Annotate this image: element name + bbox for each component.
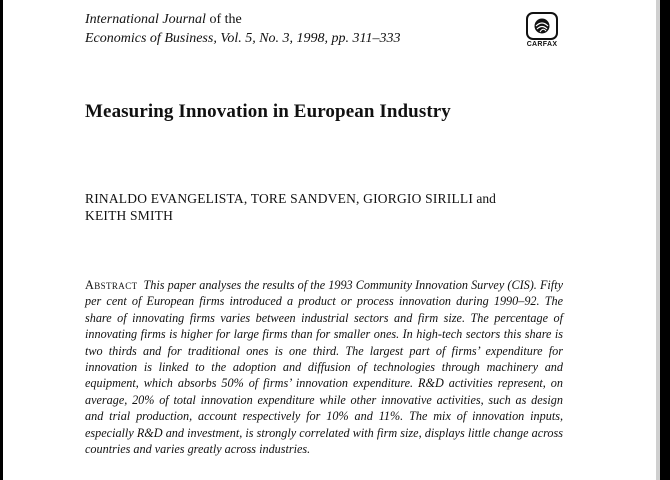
author-list [85,190,545,224]
carfax-logo-icon [526,12,558,40]
page-right-border [660,0,670,480]
article-title: Measuring Innovation in European Industry [85,101,451,122]
journal-line-2: Economics of Business, Vol. 5, No. 3, 1998, pp. 311–333 [85,31,401,46]
journal-name: International Journal [85,12,206,27]
abstract-label: Abstract [85,278,138,292]
authors-line-1 [85,190,545,207]
authors-line-2: KEITH SMITH [85,208,174,223]
abstract [85,277,563,457]
authors-and: and [476,191,496,206]
journal-line-1 [85,10,401,29]
publisher-logo-text: CARFAX [526,41,558,48]
journal-citation [85,10,401,48]
page-left-border [0,0,3,480]
publisher-logo [524,12,560,48]
abstract-text: This paper analyses the results of the 1993 Community Innovation Survey (CIS). Fifty per cent of European firms introduced a product or process innovation during 1990–92. The share of innovating firms varies between industrial sectors and firm size. The percentage of innovating firms is higher for large firms than for smaller ones. In high-tech sectors this share is two thirds and for traditional ones is one third. The largest part of firms’ expenditure for innovation is linked to the adoption and diffusion of technologies through machinery and equipment, which absorbs 50% of firms’ innovation expenditure. R&D activities represent, on average, 20% of total innovation expenditure while other innovative activities, such as design and trial production, account respectively for 10% and 11%. The mix of innovation inputs, especially R&D and investment, is strongly correlated with firm size, displays little change across countries and varies greatly across industries. [85,278,563,457]
authors-names-1: RINALDO EVANGELISTA, TORE SANDVEN, GIORGIO SIRILLI [85,191,474,206]
journal-of: of the [209,12,242,27]
